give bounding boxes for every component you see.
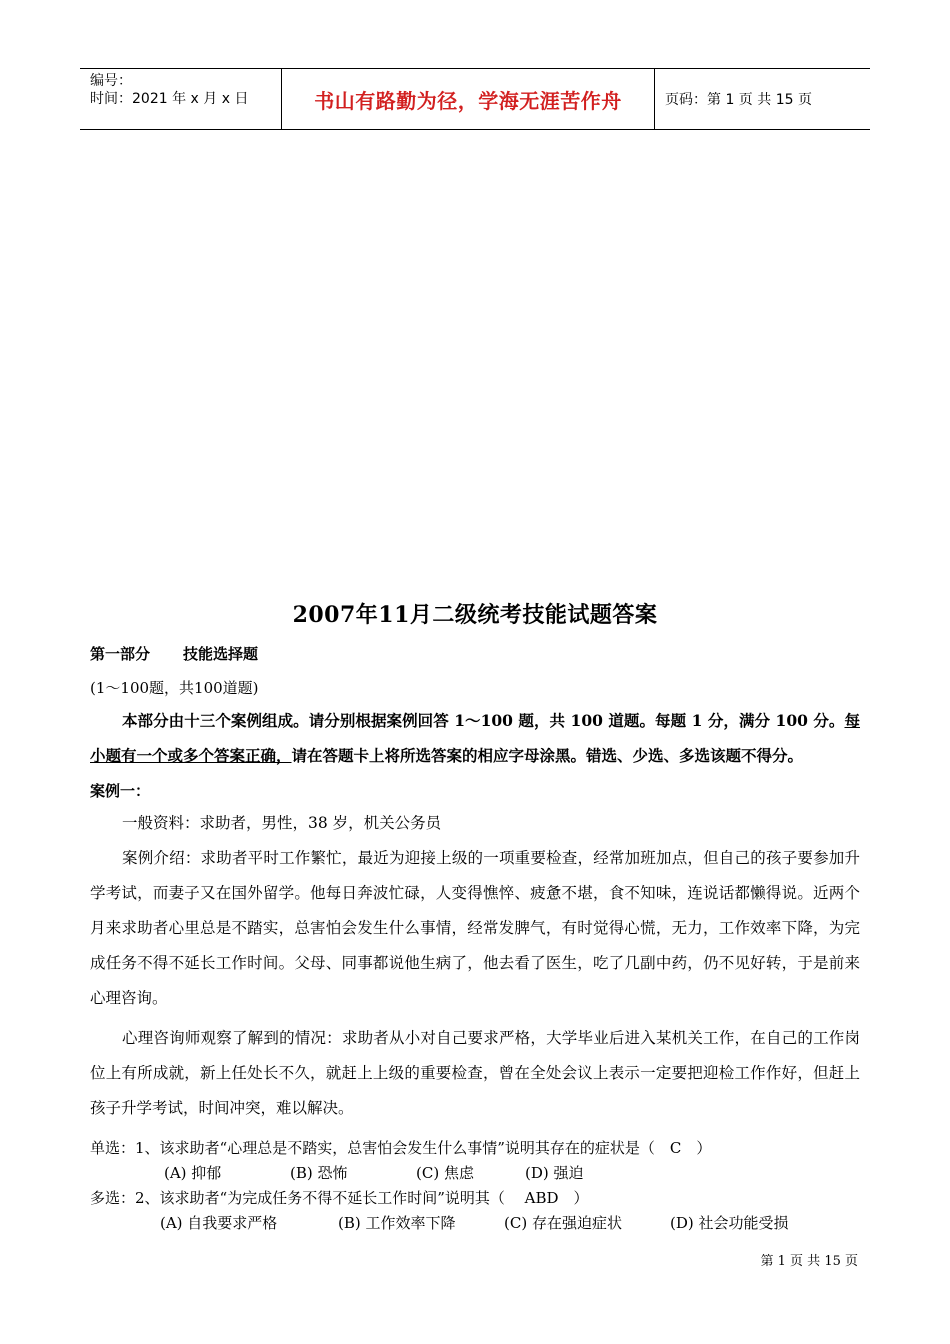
motto-text: 书山有路勤为径，学海无涯苦作舟 bbox=[314, 88, 622, 113]
question-2-option-c: (C) 存在强迫症状 bbox=[504, 1214, 622, 1232]
part-range: (1～100题，共100道题) bbox=[90, 679, 259, 697]
case1-general: 一般资料：求助者，男性，38 岁，机关公务员 bbox=[122, 814, 442, 832]
question-1-option-c: (C) 焦虑 bbox=[416, 1164, 474, 1182]
case1-observation: 心理咨询师观察了解到的情况：求助者从小对自己要求严格，大学毕业后进入某机关工作，在自己的工作岗位上有所成就，新上任处长不久，就赶上上级的重要检查，曾在全处会议上表示一定要把迎检工作作好，但赶上孩子升学考试，时间冲突，难以解决。 bbox=[90, 1029, 860, 1117]
question-1-option-d: (D) 强迫 bbox=[525, 1164, 584, 1182]
question-2-option-d: (D) 社会功能受损 bbox=[670, 1214, 789, 1232]
question-1-option-b: (B) 恐怖 bbox=[290, 1164, 348, 1182]
question-1-stem: 单选：1、该求助者“心理总是不踏实，总害怕会发生什么事情”说明其存在的症状是（ C ） bbox=[90, 1139, 712, 1157]
question-1-option-a: (A) 抑郁 bbox=[164, 1164, 222, 1182]
question-2-option-b: (B) 工作效率下降 bbox=[338, 1214, 456, 1232]
instructions-paragraph bbox=[90, 703, 860, 773]
instructions-text-a: 本部分由十三个案例组成。请分别根据案例回答 1～100 题，共 100 道题。每题 1 分，满分 100 分。 bbox=[122, 711, 845, 730]
header-motto-cell bbox=[281, 69, 655, 129]
part-name: 技能选择题 bbox=[183, 645, 259, 663]
instructions-text-b: 请在答题卡上将所选答案的相应字母涂黑。错选、少选、多选该题不得分。 bbox=[291, 746, 804, 765]
case1-intro: 案例介绍：求助者平时工作繁忙，最近为迎接上级的一项重要检查，经常加班加点，但自己的孩子要参加升学考试，而妻子又在国外留学。他每日奔波忙碌，人变得憔悴、疲惫不堪，食不知味，连说话都懒得说。近两个月来求助者心里总是不踏实，总害怕会发生什么事情，经常发脾气，有时觉得心慌，无力，工作效率下降，为完成任务不得不延长工作时间。父母、同事都说他生病了，他去看了医生，吃了几副中药，仍不见好转，于是前来心理咨询。 bbox=[90, 849, 860, 1007]
page-info: 页码：第 1 页 共 15 页 bbox=[665, 92, 812, 108]
question-2-option-a: (A) 自我要求严格 bbox=[160, 1214, 278, 1232]
number-label: 编号： bbox=[90, 73, 132, 89]
instructions-underlined: 每小题有一个或多个答案正确， bbox=[90, 711, 860, 765]
header-left-cell bbox=[80, 69, 281, 129]
question-2-stem: 多选：2、该求助者“为完成任务不得不延长工作时间”说明其（ ABD ） bbox=[90, 1189, 589, 1207]
document-title: 2007年11月二级统考技能试题答案 bbox=[292, 602, 658, 628]
page-footer: 第 1 页 共 15 页 bbox=[760, 1254, 858, 1269]
time-label: 时间：2021 年 x 月 x 日 bbox=[90, 91, 249, 107]
case1-heading: 案例一： bbox=[90, 782, 151, 800]
header-page-cell bbox=[655, 69, 870, 129]
document-header bbox=[80, 68, 870, 130]
part-label: 第一部分 bbox=[90, 645, 151, 663]
